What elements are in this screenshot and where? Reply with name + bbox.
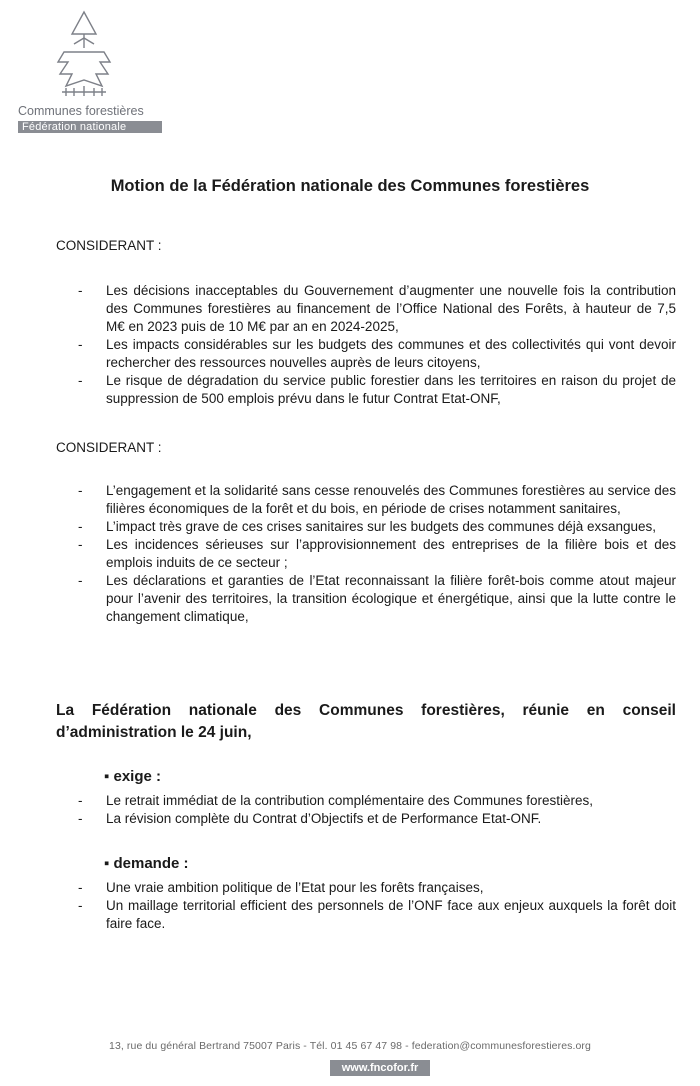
exige-heading: ▪ exige :: [104, 768, 162, 785]
section-1-list: [56, 282, 676, 408]
list-item: - Les incidences sérieuses sur l’approvisionnement des entreprises de la filière bois et des emplois induits de ce secteur ;: [56, 536, 676, 572]
list-item: - Les impacts considérables sur les budgets des communes et des collectivités qui vont devoir rechercher des ressources nouvelles auprès de leurs citoyens,: [56, 336, 676, 372]
logo-line-2: Fédération nationale: [18, 121, 162, 133]
page-title: Motion de la Fédération nationale des Communes forestières: [110, 177, 590, 195]
section-2-list: [56, 482, 676, 626]
logo: [14, 8, 164, 133]
list-item: - La révision complète du Contrat d’Objectifs et de Performance Etat-ONF.: [56, 810, 676, 828]
demande-list: [56, 879, 676, 933]
logo-line-1: Communes forestières: [18, 104, 144, 118]
demande-heading: ▪ demande :: [104, 855, 189, 872]
exige-list: [56, 792, 676, 828]
footer-address: 13, rue du général Bertrand 75007 Paris - Tél. 01 45 67 47 98 - federation@communesforestieres.org: [109, 1040, 591, 1052]
forest-logo-icon: [44, 8, 124, 103]
list-item: - L’engagement et la solidarité sans cesse renouvelés des Communes forestières au service des filières économiques de la forêt et du bois, en période de crises notamment sanitaires,: [56, 482, 676, 518]
list-item: - Les déclarations et garanties de l’Etat reconnaissant la filière forêt-bois comme atout majeur pour l’avenir des territoires, la transition écologique et énergétique, ainsi que la lutte contre le changement climatique,: [56, 572, 676, 626]
list-item: - Le risque de dégradation du service public forestier dans les territoires en raison du projet de suppression de 500 emplois prévu dans le futur Contrat Etat-ONF,: [56, 372, 676, 408]
section-1-label: CONSIDERANT :: [56, 238, 162, 253]
list-item: - L’impact très grave de ces crises sanitaires sur les budgets des communes déjà exsangues,: [56, 518, 676, 536]
footer-website[interactable]: www.fncofor.fr: [330, 1060, 430, 1076]
list-item: - Une vraie ambition politique de l’Etat pour les forêts françaises,: [56, 879, 676, 897]
section-2-label: CONSIDERANT :: [56, 440, 162, 455]
resolution-statement: La Fédération nationale des Communes forestières, réunie en conseil d’administration le 24 juin,: [56, 702, 676, 741]
list-item: - Le retrait immédiat de la contribution complémentaire des Communes forestières,: [56, 792, 676, 810]
list-item: - Un maillage territorial efficient des personnels de l’ONF face aux enjeux auxquels la forêt doit faire face.: [56, 897, 676, 933]
list-item: - Les décisions inacceptables du Gouvernement d’augmenter une nouvelle fois la contribution des Communes forestières au financement de l’Office National des Forêts, à hauteur de 7,5 M€ en 2023 puis de 10 M€ par an en 2024-2025,: [56, 282, 676, 336]
